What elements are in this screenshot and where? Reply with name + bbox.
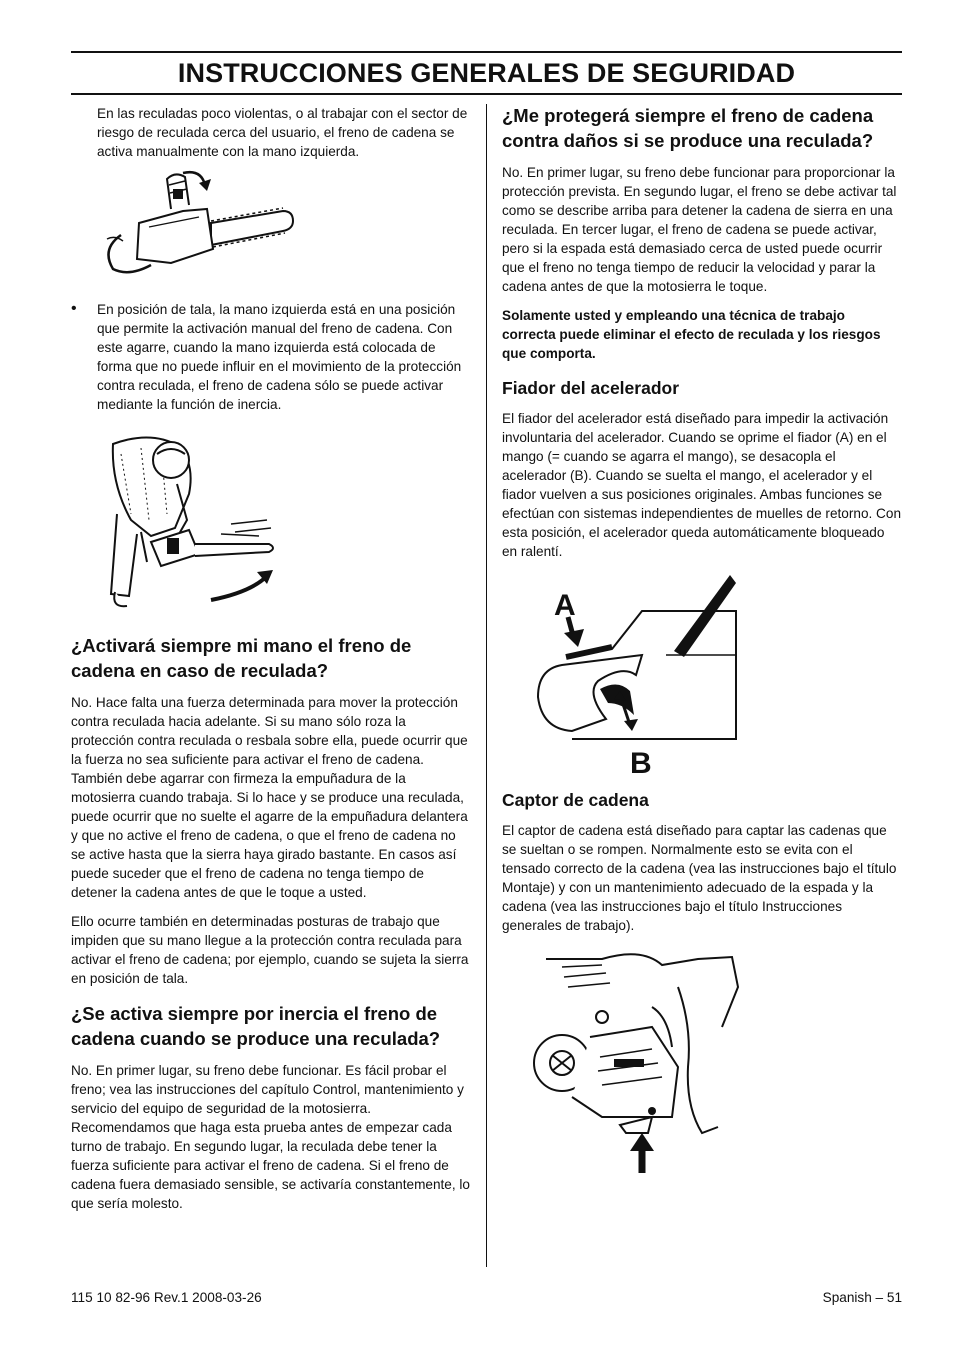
section-paragraph: Ello ocurre también en determinadas posturas de trabajo que impiden que su mano llegue a la protección contra reculada para activar el freno de cadena; por ejemplo, cuando se sujeta la sierra en posición de tala.	[71, 914, 469, 986]
section-heading-hand-brake: ¿Activará siempre mi mano el freno de cadena en caso de reculada?	[71, 635, 412, 681]
chainsaw-hand-brake-illustration	[71, 165, 471, 289]
footer-doc-id: 115 10 82-96 Rev.1 2008-03-26	[71, 1290, 262, 1305]
page-title: INSTRUCCIONES GENERALES DE SEGURIDAD	[177, 58, 796, 88]
section-paragraph: No. En primer lugar, su freno debe funcionar. Es fácil probar el freno; vea las instrucciones del capítulo Control, mantenimiento y servicio del equipo de seguridad de la motosierra. Recomendamos que haga esta prueba antes de empezar cada turno de trabajo. En segundo lugar, la reculada debe tener la fuerza suficiente para activar el freno de cadena. Si el freno de cadena fuera demasiado sensible, se activaría constantemente, lo que sería molesto.	[71, 1063, 470, 1211]
bullet-item	[71, 300, 471, 414]
section-paragraph: No. Hace falta una fuerza determinada para mover la protección contra reculada hacia adelante. Si su mano sólo roza la protección contra reculada o resbala sobre ella, puede ocurrir que la fuerza no sea suficiente para activar el freno de cadena. También debe agarrar con firmeza la empuñadura de la motosierra cuando trabaja. Si lo hace y se produce una reculada, puede ocurrir que no suelte el agarre de la empuñadura delantera y que no active el freno de cadena, o que el freno de cadena no se active hasta que la sierra haya girado bastante. En casos así puede suceder que el freno de cadena no tenga tiempo de detener la cadena antes de que le toque a usted.	[71, 695, 468, 900]
section-heading-throttle-lockout: Fiador del acelerador	[502, 378, 680, 398]
intro-paragraph: En las reculadas poco violentas, o al trabajar con el sector de riesgo de reculada cerca del usuario, el freno de cadena se activa manualmente con la mano izquierda.	[97, 106, 468, 159]
left-column	[71, 104, 471, 1213]
right-column	[502, 104, 902, 1177]
throttle-lockout-illustration	[502, 569, 902, 775]
bullet-text: En posición de tala, la mano izquierda está en una posición que permite la activación manual del freno de cadena. Con este agarre, cuando la mano izquierda está colocada de forma que no puede influir en el movimiento de la protección contra reculada, el freno de cadena sólo se puede activar mediante la función de inercia.	[97, 302, 462, 412]
felling-position-illustration	[71, 424, 471, 620]
label-a: A	[554, 589, 576, 622]
section-paragraph: El captor de cadena está diseñado para captar las cadenas que se sueltan o se rompen. Normalmente esto se evita con el tensado correcto de la cadena (vea las instrucciones bajo el título Montaje) y con un mantenimiento adecuado de la espada y la cadena (vea las instrucciones bajo el título Instrucciones generales de trabajo).	[502, 823, 897, 933]
column-divider	[486, 104, 487, 1267]
section-paragraph: No. En primer lugar, su freno debe funcionar para proporcionar la protección prevista. En segundo lugar, el freno se debe activar tal como se describe arriba para detener la cadena de sierra en una reculada. En tercer lugar, el freno de cadena se puede activar, pero si la espada está demasiado cerca de usted puede ocurrir que el freno no tenga tiempo de reducir la velocidad y parar la cadena antes de que la motosierra le toque.	[502, 165, 897, 294]
section-heading-inertia-brake: ¿Se activa siempre por inercia el freno de cadena cuando se produce una reculada?	[71, 1003, 441, 1049]
header-rule-bottom	[71, 93, 902, 95]
section-paragraph: El fiador del acelerador está diseñado para impedir la activación involuntaria del acelerador. Cuando se oprime el fiador (A) en el mango (= cuando se agarra el mango), se desacopla el acelerador (B). Cuando se suelta el mango, el acelerador y el fiador vuelven a sus posiciones originales. Ambas funciones se efectúan con sistemas independientes de muelles de retorno. Con esta posición, el acelerador queda automáticamente bloqueado en ralentí.	[502, 411, 901, 559]
safety-note: Solamente usted y empleando una técnica de trabajo correcta puede eliminar el efecto de reculada y los riesgos que comporta.	[502, 308, 881, 361]
label-b: B	[630, 747, 652, 775]
chain-catcher-illustration	[502, 947, 902, 1177]
bullet-marker: •	[71, 300, 77, 317]
header-rule-top	[71, 51, 902, 53]
footer-page-number: Spanish – 51	[822, 1290, 902, 1305]
section-heading-brake-protection: ¿Me protegerá siempre el freno de cadena contra daños si se produce una reculada?	[502, 105, 874, 151]
section-heading-chain-catcher: Captor de cadena	[502, 790, 649, 810]
